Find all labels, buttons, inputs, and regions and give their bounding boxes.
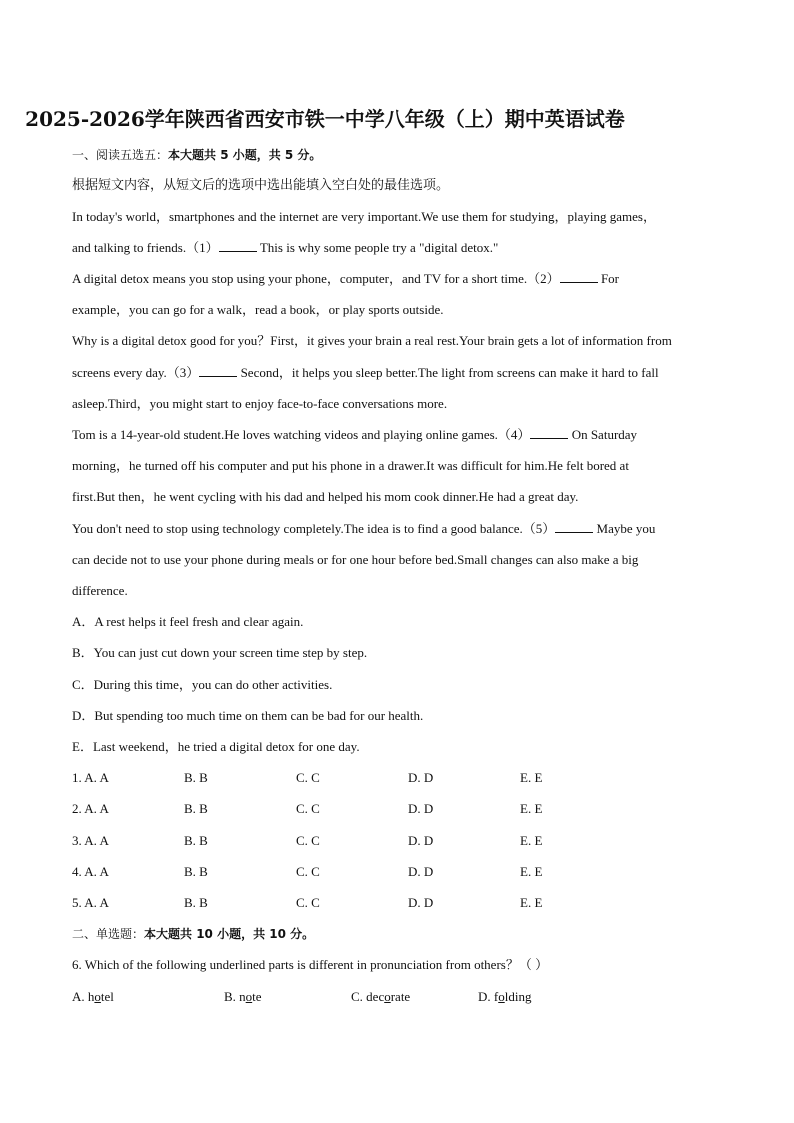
section-heading-2 [72,926,314,942]
passage-text: For [597,271,619,286]
passage-text: You don't need to stop using technology completely.The idea is to find a good balance.（5） [72,521,556,536]
passage-line: Why is a digital detox good for you？First，it gives your brain a real rest.Your brain gets a lot of information from [72,333,672,348]
choice-e[interactable]: E. E [520,833,543,848]
choice-c[interactable]: C. C [296,770,320,785]
choice-e[interactable]: E. E [520,801,543,816]
option-c: C．During this time，you can do other activities. [72,677,333,692]
choice-c[interactable]: C. C [296,895,320,910]
choice-text: rate [390,989,411,1004]
choice-a[interactable]: 5. A. A [72,895,109,910]
blank-5 [555,521,593,533]
section-prefix: 二、单选题： [72,927,145,941]
blank-3 [199,365,237,377]
passage-text: This is why some people try a "digital detox." [256,240,499,255]
choice-d[interactable]: D. D [408,864,434,879]
q6-choice-c[interactable] [351,989,410,1005]
passage-line [72,240,498,256]
passage-text: Maybe you [593,521,656,536]
blank-1 [219,240,257,252]
passage-line: asleep.Third，you might start to enjoy face-to-face conversations more. [72,396,448,411]
underlined-letter: o [384,989,391,1004]
section-heading-1 [72,147,321,163]
choice-c[interactable]: C. C [296,833,320,848]
option-d: D．But spending too much time on them can be bad for our health. [72,708,424,723]
choice-c[interactable]: C. C [296,801,320,816]
choice-text: tel [100,989,114,1004]
question-6-stem: 6. Which of the following underlined parts is different in pronunciation from others？（ ） [72,957,549,972]
choice-text: B. n [224,989,246,1004]
passage-line: In today's world，smartphones and the internet are very important.We use them for studying，playing games， [72,209,656,224]
choice-e[interactable]: E. E [520,864,543,879]
q6-choice-d[interactable] [478,989,531,1005]
passage-line: morning，he turned off his computer and put his phone in a drawer.It was difficult for him.He felt bored at [72,458,629,473]
choice-text: D. f [478,989,499,1004]
passage-text: and talking to friends.（1） [72,240,219,255]
passage-line [72,365,659,381]
choice-a[interactable]: 2. A. A [72,801,109,816]
passage-line [72,271,619,287]
passage-line: difference. [72,583,128,598]
passage-line: can decide not to use your phone during meals or for one hour before bed.Small changes can also make a big [72,552,639,567]
choice-e[interactable]: E. E [520,770,543,785]
passage-text: On Saturday [568,427,638,442]
underlined-letter: o [245,989,253,1004]
option-e: E．Last weekend，he tried a digital detox for one day. [72,739,360,754]
blank-4 [530,427,568,439]
blank-2 [560,271,598,283]
section-desc: 本大题共 5 小题，共 5 分。 [168,148,322,162]
section-prefix: 一、阅读五选五： [72,148,169,162]
passage-text: Tom is a 14-year-old student.He loves watching videos and playing online games.（4） [72,427,531,442]
section-desc: 本大题共 10 小题，共 10 分。 [144,927,315,941]
choice-b[interactable]: B. B [184,801,208,816]
choice-a[interactable]: 1. A. A [72,770,109,785]
choice-text: C. dec [351,989,385,1004]
underlined-letter: o [498,989,505,1004]
page-title: 2025-2026学年陕西省西安市铁一中学八年级（上）期中英语试卷 [25,107,625,131]
choice-a[interactable]: 3. A. A [72,833,109,848]
choice-d[interactable]: D. D [408,833,434,848]
passage-line: example，you can go for a walk，read a book，or play sports outside. [72,302,444,317]
choice-b[interactable]: B. B [184,864,208,879]
underlined-letter: o [94,989,101,1004]
option-a: A．A rest helps it feel fresh and clear again. [72,614,304,629]
choice-a[interactable]: 4. A. A [72,864,109,879]
choice-e[interactable]: E. E [520,895,543,910]
choice-b[interactable]: B. B [184,770,208,785]
choice-b[interactable]: B. B [184,833,208,848]
passage-text: Second，it helps you sleep better.The light from screens can make it hard to fall [237,365,659,380]
passage-line [72,521,655,537]
choice-b[interactable]: B. B [184,895,208,910]
q6-choice-a[interactable] [72,989,114,1005]
passage-line: first.But then，he went cycling with his dad and helped his mom cook dinner.He had a great day. [72,489,579,504]
choice-c[interactable]: C. C [296,864,320,879]
choice-d[interactable]: D. D [408,895,434,910]
choice-text: A. h [72,989,95,1004]
choice-text: lding [504,989,532,1004]
choice-d[interactable]: D. D [408,801,434,816]
option-b: B．You can just cut down your screen time step by step. [72,645,368,660]
q6-choice-b[interactable] [224,989,262,1005]
choice-d[interactable]: D. D [408,770,434,785]
instruction: 根据短文内容，从短文后的选项中选出能填入空白处的最佳选项。 [72,178,450,193]
passage-text: screens every day.（3） [72,365,200,380]
passage-line [72,427,637,443]
choice-text: te [252,989,262,1004]
passage-text: A digital detox means you stop using your phone，computer，and TV for a short time.（2） [72,271,560,286]
